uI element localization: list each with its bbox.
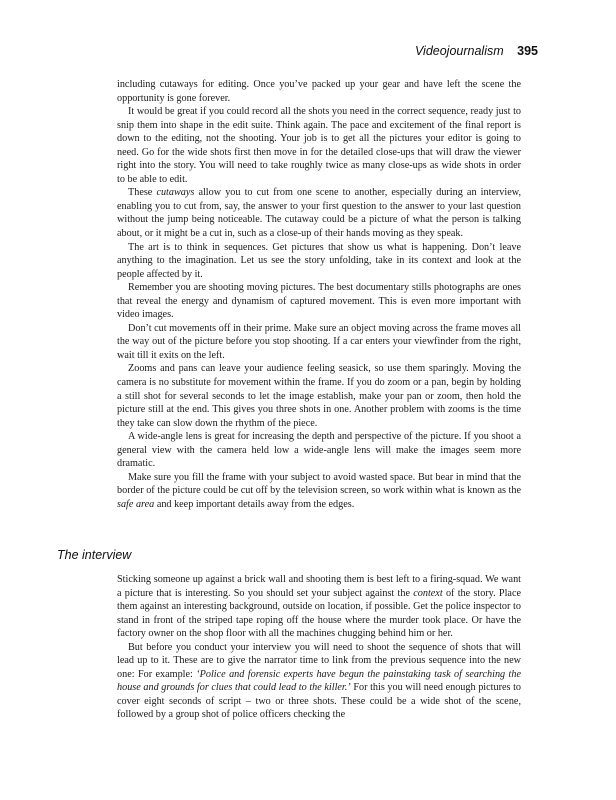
paragraph: The art is to think in sequences. Get pictures that show us what is happening. Don’t leave anything to the imagination. Let us see the story unfolding, take in its context and look at the people affected by it. [117, 241, 521, 280]
body-text-section-2 [117, 573, 521, 722]
paragraph: It would be great if you could record all the shots you need in the correct sequence, ready just to snip them into shape in the edit suite. Think again. The pace and excitement of the final report is down to the editing, not the shooting. Your job is to get all the pictures your editor is going to need. Go for the wide shots first then move in for the detailed close-ups that will draw the viewer right into the story. You will need to take roughly twice as many close-ups as wide shots in order to be able to edit. [117, 106, 521, 185]
paragraph [117, 186, 521, 240]
paragraph: Zooms and pans can leave your audience feeling seasick, so use them sparingly. Moving the camera is no substitute for movement within the frame. If you do zoom or a pan, begin by holding a still shot for several seconds to let the image establish, make your pan or zoom, then hold the picture still at the end. This gives you three shots in one. Another problem with zooms is the time they take can slow down the rhythm of the piece. [117, 363, 521, 429]
page-number: 395 [517, 44, 538, 58]
body-text-section-1 [117, 78, 521, 512]
text-run: Sticking someone up against a brick wall and shooting them is best left to a firing-squad. We want a picture that is interesting. So you should set your subject against the [117, 574, 521, 599]
example-quote: ‘Police and forensic experts have begun the painstaking task of searching the house and grounds for clues that could lead to the killer.’ [117, 668, 522, 694]
paragraph: including cutaways for editing. Once you’ve packed up your gear and have left the scene the opportunity is gone forever. [117, 79, 521, 104]
term-cutaways: cutaways [156, 187, 195, 199]
text-run: allow you to cut from one scene to another, especially during an interview, enabling you to cut from, say, the answer to your first question to the answer to your last question without the jump being noticeable. The cutaway could be a picture of what the person is talking about, or it might be a cut in, such as a close-up of their hands moving as they speak. [117, 187, 521, 240]
text-run: Make sure you fill the frame with your subject to avoid wasted space. But bear in mind that the border of the picture could be cut off by the television screen, so work within what is known as the [117, 471, 521, 497]
term-safe-area: safe area [117, 498, 155, 510]
section-heading: The interview [57, 548, 132, 562]
paragraph: Remember you are shooting moving pictures. The best documentary stills photographs are ones that reveal the energy and dynamism of captured movement. This is even more important with video images. [117, 282, 521, 321]
text-run: of the story. Place them against an interesting background, outside on location, if possible. Get the police inspector to stand in front of the striped tape roping off the house where the murder took place. Or have the factory owner on the shop floor with all the machines chugging behind him or her. [117, 587, 521, 640]
paragraph [117, 471, 521, 512]
text-run: These [128, 187, 157, 199]
running-header [415, 44, 538, 58]
paragraph [117, 573, 521, 641]
text-run: But before you conduct your interview you will need to shoot the sequence of shots that will lead up to it. These are to give the narrator time to link from the previous sequence into the new one: For example: [117, 641, 521, 680]
running-title: Videojournalism [414, 44, 504, 58]
text-run: and keep important details away from the edges. [154, 498, 355, 510]
paragraph: A wide-angle lens is great for increasing the depth and perspective of the picture. If you shoot a general view with the camera held low a wide-angle lens will make the images seem more dramatic. [117, 431, 521, 470]
paragraph: Don’t cut movements off in their prime. Make sure an object moving across the frame moves all the way out of the picture before you stop shooting. If a car enters your viewfinder from the right, wait till it exits on the left. [117, 322, 521, 361]
term-context: context [413, 587, 443, 599]
text-run: For this you will need enough pictures to cover eight seconds of script – two or three shots. These could be a wide shot of the scene, followed by a group shot of police officers checking the [117, 682, 521, 721]
paragraph [117, 641, 521, 722]
